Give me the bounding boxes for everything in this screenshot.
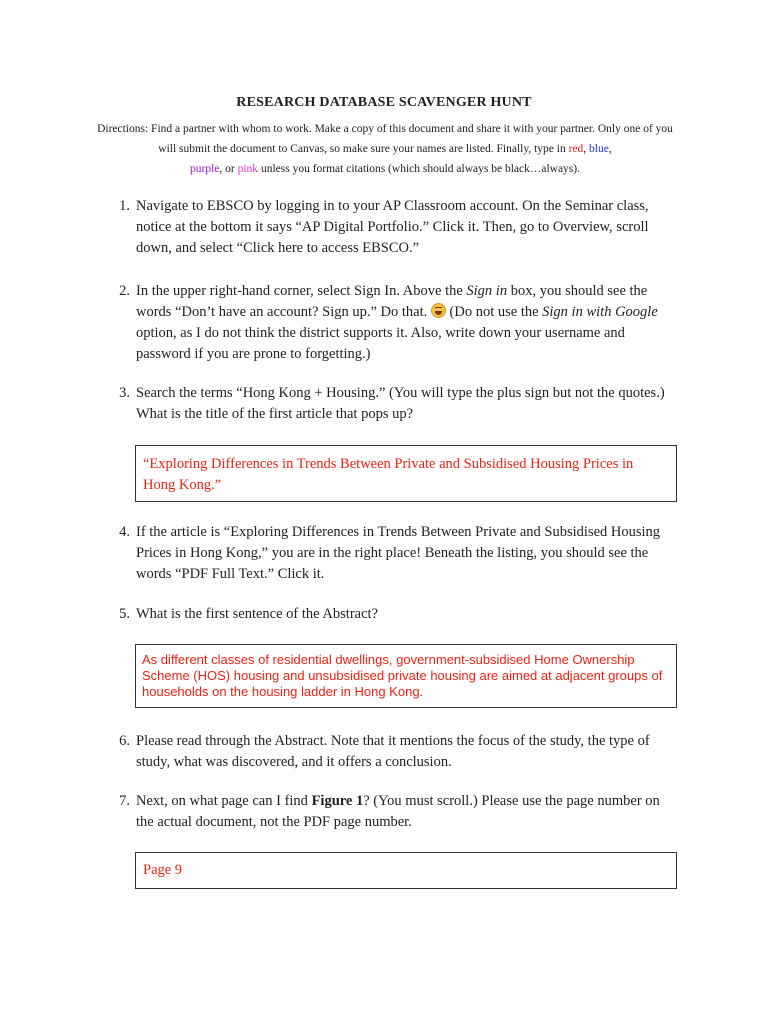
answer-box-abstract-sentence[interactable]: As different classes of residential dwellings, government-subsidised Home Ownership Scheme (HOS) housing and unsubsidised private housing are aimed at adjacent groups of households on the housing ladder in Hong Kong. — [135, 644, 677, 708]
directions-paragraph: Directions: Find a partner with whom to work. Make a copy of this document and share it with your partner. Only one of you will submit the document to Canvas, so make sure your names are listed. Finally, type in red, blue, purple, or pink unless you format citations (which should always be black…always). — [97, 123, 673, 175]
item-number: 1. — [119, 198, 130, 214]
item-text: In the upper right-hand corner, select Sign In. Above the Sign in box, you should see the words “Don’t have an account? Sign up.” Do that. (Do not use the Sign in with Google option, as I do not think the district supports it. Also, write down your username and password if you are prone to forgetting.) — [136, 283, 658, 362]
document-title: RESEARCH DATABASE SCAVENGER HUNT — [236, 95, 532, 110]
color-word-pink: pink — [237, 163, 259, 175]
item-number: 4. — [119, 524, 130, 540]
item-text: If the article is “Exploring Differences in Trends Between Private and Subsidised Housing Prices in Hong Kong,” you are in the right place! Beneath the listing, you should see the words “PDF Full Text.” Click it. — [136, 524, 661, 582]
item-text: Navigate to EBSCO by logging in to your AP Classroom account. On the Seminar class, notice at the bottom it says “AP Digital Portfolio.” Click it. Then, go to Overview, scroll down, and select “Click here to access EBSCO.” — [136, 198, 649, 256]
item-number: 5. — [119, 606, 130, 622]
answer-box-article-title[interactable]: “Exploring Differences in Trends Between Private and Subsidised Housing Prices in Hong Kong.” — [135, 445, 677, 502]
item-number: 3. — [119, 385, 130, 401]
grinning-squinting-face-icon — [431, 303, 446, 318]
item-text: Next, on what page can I find Figure 1? (You must scroll.) Please use the page number on the actual document, not the PDF page number. — [136, 793, 660, 830]
answer-box-page-number[interactable]: Page 9 — [135, 852, 677, 889]
figure-reference: Figure 1 — [311, 793, 364, 809]
color-word-purple: purple — [190, 163, 220, 175]
item-number: 2. — [119, 283, 130, 299]
item-text: Please read through the Abstract. Note that it mentions the focus of the study, the type of study, what was discovered, and it offers a conclusion. — [136, 733, 650, 770]
item-text: Search the terms “Hong Kong + Housing.” (You will type the plus sign but not the quotes.) What is the title of the first article that pops up? — [136, 385, 665, 422]
directions-text-end: unless you format citations (which should always be black…always). — [258, 163, 580, 175]
color-word-red: red — [568, 143, 584, 155]
directions-text: Directions: Find a partner with whom to work. Make a copy of this document and share it with your partner. Only one of you will submit the document to Canvas, so make sure your names are listed. Finally, type in — [97, 123, 673, 155]
item-number: 7. — [119, 793, 130, 809]
color-word-blue: blue — [589, 143, 609, 155]
item-text: What is the first sentence of the Abstract? — [136, 606, 378, 622]
item-number: 6. — [119, 733, 130, 749]
